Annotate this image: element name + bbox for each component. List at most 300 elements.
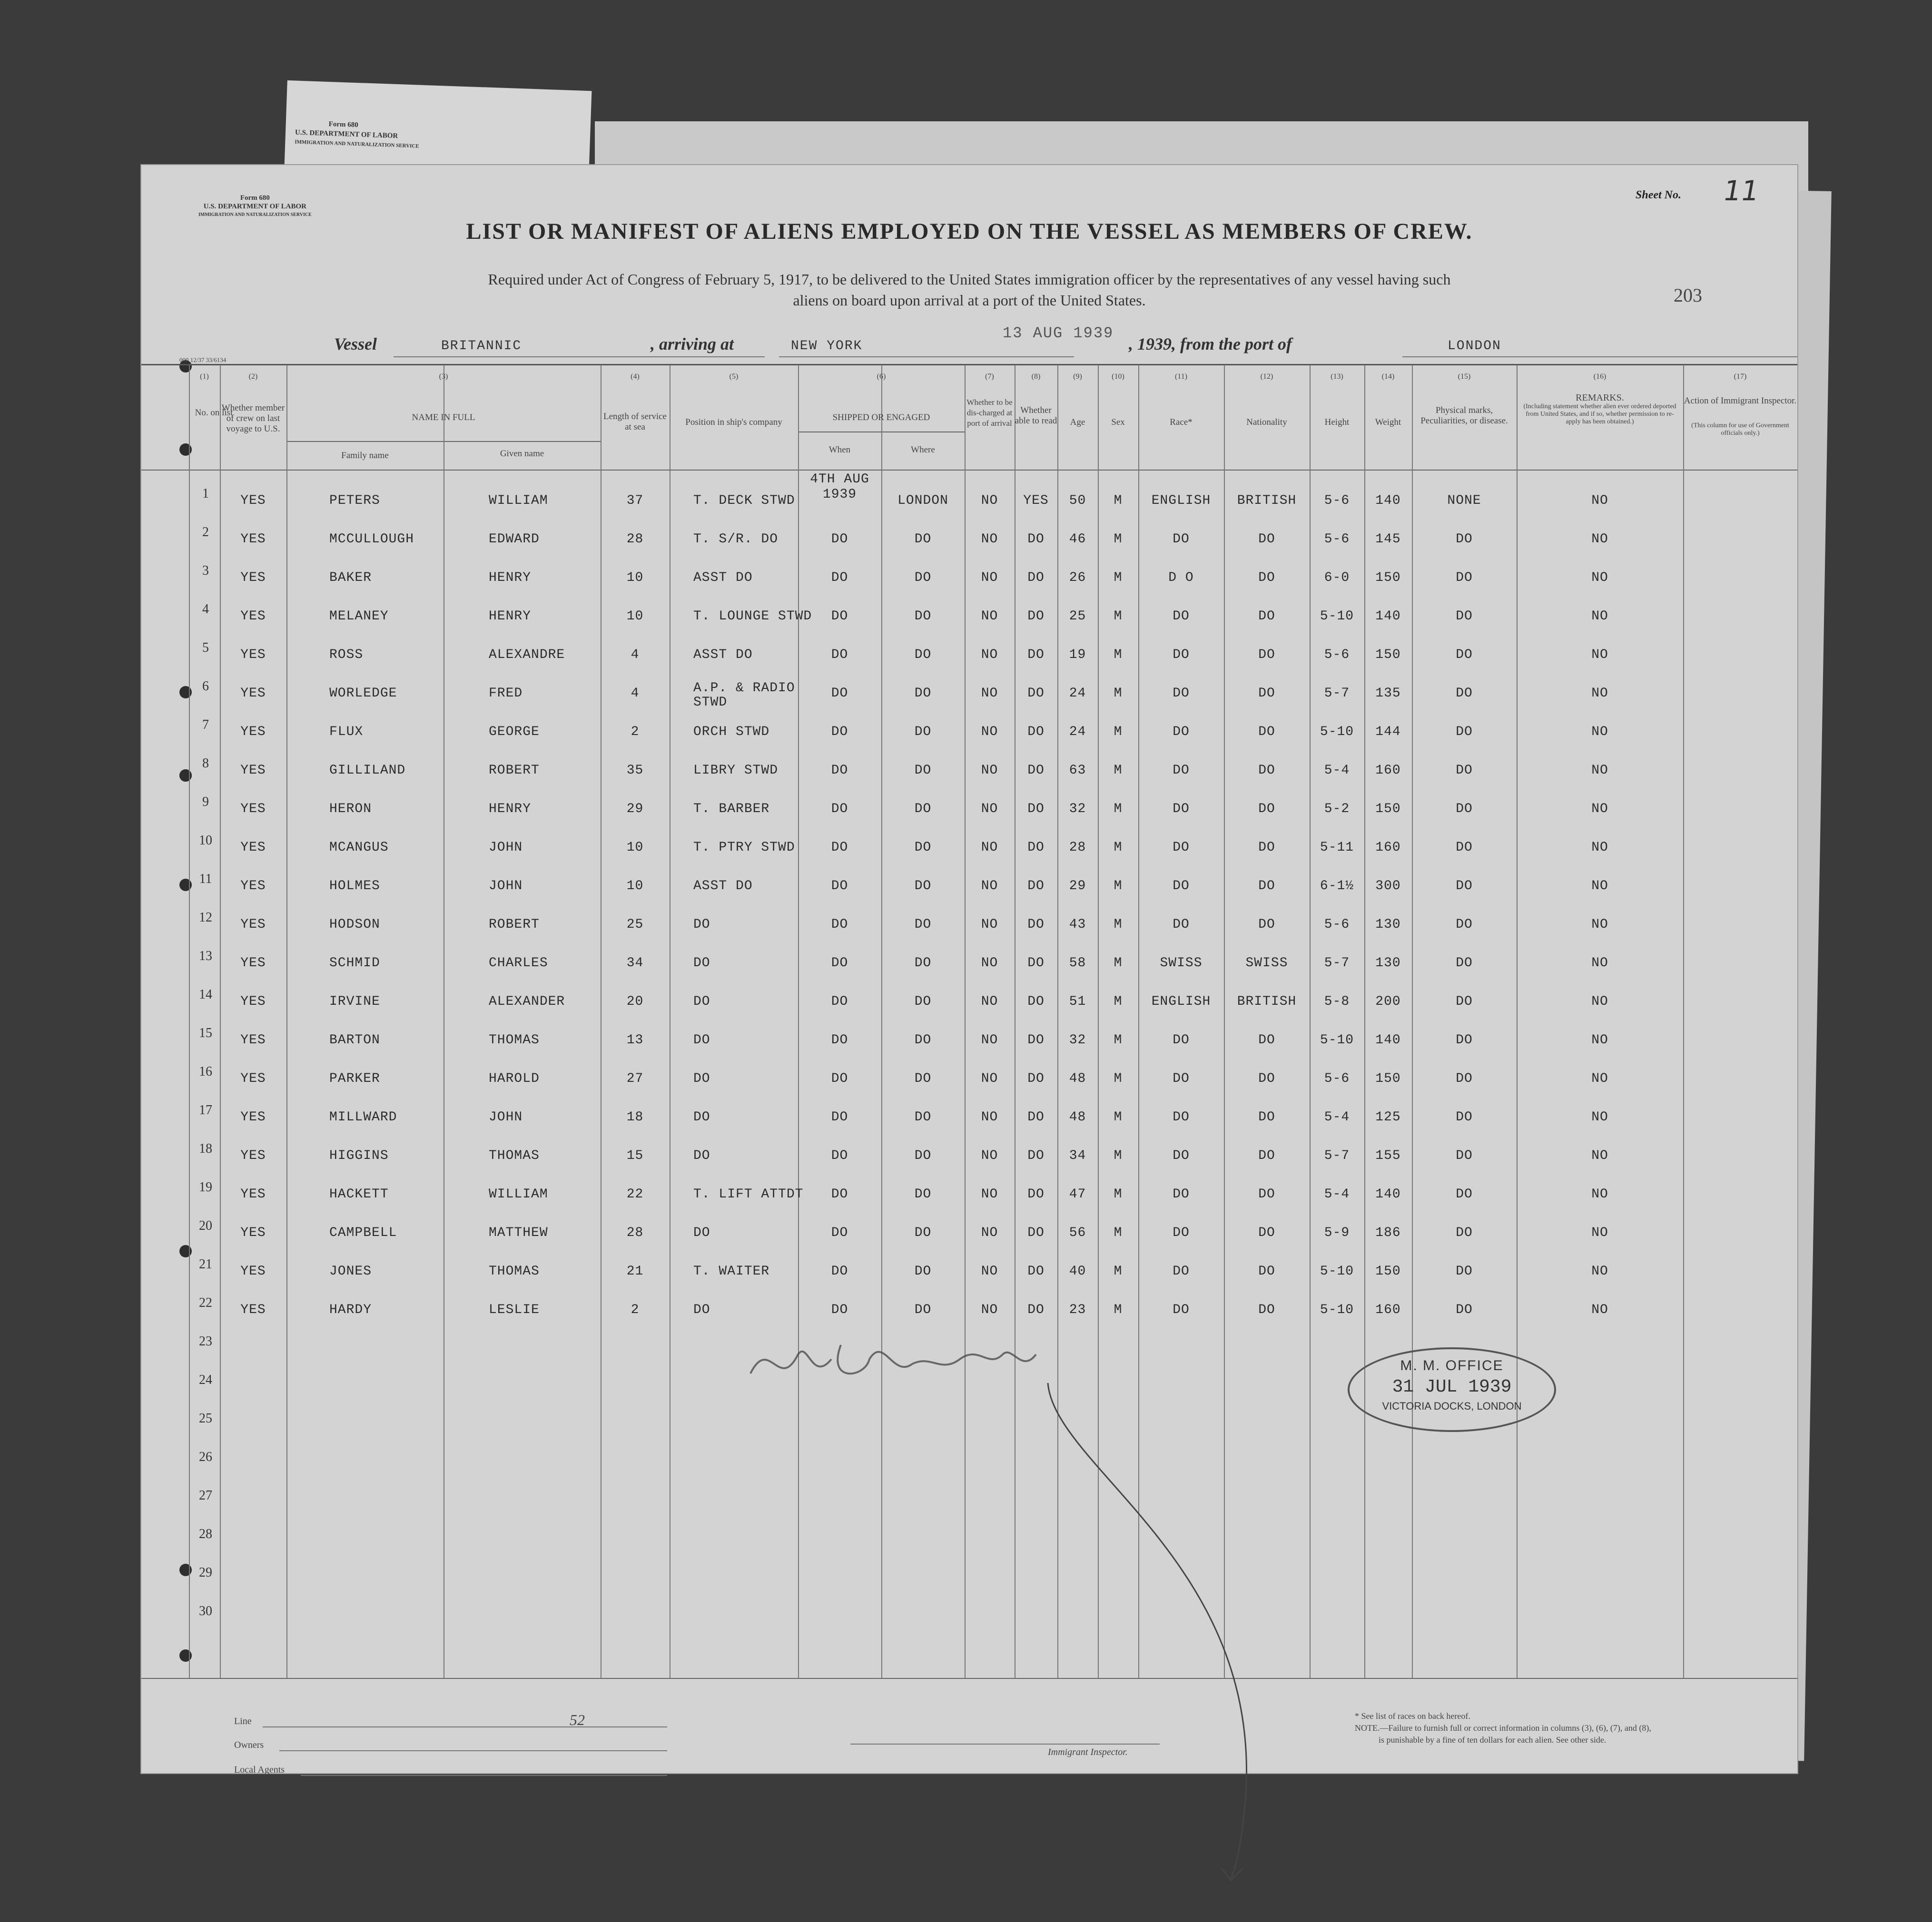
cell-nat: DO — [1258, 609, 1275, 624]
cell-race: D O — [1168, 570, 1194, 585]
cell-remarks: NO — [1591, 802, 1608, 816]
column-rule — [220, 365, 221, 1678]
cell-sex: M — [1114, 1071, 1123, 1086]
cell-height: 5-4 — [1324, 763, 1350, 778]
footer-line-value: 52 — [570, 1711, 585, 1728]
cell-remarks: NO — [1591, 1110, 1608, 1125]
cell-age: 24 — [1069, 725, 1086, 739]
cell-family: MCANGUS — [329, 840, 389, 855]
column-number: (3) — [439, 373, 448, 381]
cell-age: 32 — [1069, 802, 1086, 816]
cell-age: 19 — [1069, 647, 1086, 662]
cell-where: DO — [914, 1148, 932, 1163]
cell-sex: M — [1114, 1110, 1123, 1125]
cell-phys: DO — [1456, 840, 1473, 855]
cell-yes: YES — [240, 1110, 266, 1125]
cell-given: JOHN — [489, 1110, 523, 1125]
cell-sex: M — [1114, 994, 1123, 1009]
cell-service: 28 — [626, 532, 644, 547]
cell-age: 24 — [1069, 686, 1086, 701]
row-number: 20 — [199, 1218, 212, 1233]
cell-family: ROSS — [329, 647, 364, 662]
cell-service: 10 — [626, 879, 644, 893]
cell-yes: YES — [240, 532, 266, 547]
cell-position: DO — [693, 994, 710, 1009]
vessel-underline — [394, 356, 765, 357]
cell-yes: YES — [240, 802, 266, 816]
cell-where: DO — [914, 609, 932, 624]
cell-phys: DO — [1456, 1033, 1473, 1048]
cell-yes: YES — [240, 647, 266, 662]
header-remarks: REMARKS. — [1576, 392, 1624, 403]
cell-phys: DO — [1456, 917, 1473, 932]
cell-read: DO — [1027, 840, 1045, 855]
cell-yes: YES — [240, 1071, 266, 1086]
cell-where: DO — [914, 840, 932, 855]
cell-when: DO — [831, 1264, 848, 1279]
cell-where: DO — [914, 725, 932, 739]
cell-position: T. LOUNGE STWD — [693, 609, 812, 624]
cell-height: 5-6 — [1324, 532, 1350, 547]
cell-yes: YES — [240, 994, 266, 1009]
cell-read: DO — [1027, 647, 1045, 662]
cell-race: SWISS — [1160, 956, 1203, 971]
cell-where: DO — [914, 1110, 932, 1125]
cell-when: DO — [831, 686, 848, 701]
cell-read: DO — [1027, 570, 1045, 585]
department: U.S. DEPARTMENT OF LABOR — [203, 203, 307, 210]
cell-age: 23 — [1069, 1303, 1086, 1317]
header-where: Where — [911, 445, 935, 455]
cell-remarks: NO — [1591, 686, 1608, 701]
stamp-location: VICTORIA DOCKS, LONDON — [1382, 1400, 1522, 1412]
cell-sex: M — [1114, 609, 1123, 624]
column-number: (15) — [1458, 373, 1471, 381]
punch-hole — [179, 1649, 192, 1662]
cell-sex: M — [1114, 1033, 1123, 1048]
cell-weight: 150 — [1375, 1264, 1401, 1279]
cell-weight: 150 — [1375, 1071, 1401, 1086]
cell-height: 5-6 — [1324, 1071, 1350, 1086]
column-number: (7) — [985, 373, 994, 381]
sheet-label: Sheet No. — [1636, 189, 1681, 201]
cell-when: DO — [831, 570, 848, 585]
cell-race: DO — [1173, 802, 1190, 816]
cell-height: 5-10 — [1320, 609, 1354, 624]
cell-phys: DO — [1456, 1187, 1473, 1202]
punch-hole — [179, 686, 192, 698]
cell-height: 5-6 — [1324, 917, 1350, 932]
cell-sex: M — [1114, 1187, 1123, 1202]
column-number: (16) — [1593, 373, 1607, 381]
cell-race: DO — [1173, 1303, 1190, 1317]
cell-when: DO — [831, 1110, 848, 1125]
row-number: 22 — [199, 1295, 212, 1310]
cell-yes: YES — [240, 840, 266, 855]
cell-age: 40 — [1069, 1264, 1086, 1279]
cell-sex: M — [1114, 763, 1123, 778]
cell-nat: DO — [1258, 1110, 1275, 1125]
cell-disch: NO — [981, 1110, 998, 1125]
cell-nat: DO — [1258, 1226, 1275, 1240]
cell-when: DO — [831, 994, 848, 1009]
cell-height: 5-8 — [1324, 994, 1350, 1009]
cell-given: HENRY — [489, 609, 532, 624]
cell-read: DO — [1027, 994, 1045, 1009]
cell-race: DO — [1173, 725, 1190, 739]
cell-weight: 200 — [1375, 994, 1401, 1009]
subtitle-line-1: Required under Act of Congress of February 5, 1917, to be delivered to the United States immigration officer by the representatives of any vessel having such — [488, 271, 1451, 288]
cell-given: ROBERT — [489, 917, 540, 932]
cell-race: DO — [1173, 647, 1190, 662]
column-number: (13) — [1331, 373, 1343, 381]
cell-given: EDWARD — [489, 532, 540, 547]
cell-read: DO — [1027, 879, 1045, 893]
cell-remarks: NO — [1591, 725, 1608, 739]
cell-disch: NO — [981, 1303, 998, 1317]
header-bottom-rule — [141, 470, 1797, 471]
cell-service: 13 — [626, 1033, 644, 1048]
cell-weight: 144 — [1375, 725, 1401, 739]
cell-yes: YES — [240, 1303, 266, 1317]
row-number: 1 — [202, 486, 209, 501]
footer-line-label: Line — [234, 1716, 252, 1726]
column-number: (11) — [1174, 373, 1188, 381]
stamp-date: 31 JUL 1939 — [1392, 1377, 1512, 1397]
cell-when: DO — [831, 802, 848, 816]
row-number: 6 — [202, 679, 209, 694]
cell-when: DO — [831, 763, 848, 778]
cell-read: DO — [1027, 917, 1045, 932]
cell-age: 51 — [1069, 994, 1086, 1009]
cell-height: 5-4 — [1324, 1187, 1350, 1202]
arriving-label: , arriving at — [651, 334, 734, 353]
cell-service: 29 — [626, 802, 644, 816]
cell-age: 56 — [1069, 1226, 1086, 1240]
cell-height: 6-1½ — [1320, 879, 1354, 893]
cell-disch: NO — [981, 1033, 998, 1048]
cell-remarks: NO — [1591, 1033, 1608, 1048]
cell-family: WORLEDGE — [329, 686, 397, 701]
cell-age: 32 — [1069, 1033, 1086, 1048]
cell-position: DO — [693, 917, 710, 932]
header-length-service: Length of service at sea — [603, 412, 667, 432]
cell-read: DO — [1027, 802, 1045, 816]
back-form-service: IMMIGRATION AND NATURALIZATION SERVICE — [295, 139, 419, 149]
inspector-signature — [741, 1326, 1312, 1883]
cell-race: DO — [1173, 879, 1190, 893]
footer-inspector-label: Immigrant Inspector. — [1048, 1747, 1128, 1757]
cell-position: ORCH STWD — [693, 725, 770, 739]
cell-given: THOMAS — [489, 1148, 540, 1163]
cell-height: 5-10 — [1320, 1264, 1354, 1279]
cell-remarks: NO — [1591, 609, 1608, 624]
cell-weight: 155 — [1375, 1148, 1401, 1163]
cell-position: DO — [693, 1110, 710, 1125]
cell-race: DO — [1173, 1148, 1190, 1163]
cell-disch: NO — [981, 686, 998, 701]
cell-where: DO — [914, 763, 932, 778]
header-nationality: Nationality — [1246, 417, 1287, 427]
cell-where: DO — [914, 1264, 932, 1279]
cell-position: DO — [693, 1226, 710, 1240]
cell-read: DO — [1027, 686, 1045, 701]
cell-family: HACKETT — [329, 1187, 389, 1202]
cell-service: 4 — [631, 647, 640, 662]
header-action: Action of Immigrant Inspector. — [1684, 396, 1797, 406]
cell-remarks: NO — [1591, 1226, 1608, 1240]
cell-when: DO — [831, 1187, 848, 1202]
column-number: (2) — [248, 373, 258, 381]
cell-read: DO — [1027, 1264, 1045, 1279]
cell-yes: YES — [240, 493, 266, 508]
cell-where: DO — [914, 1187, 932, 1202]
cell-age: 46 — [1069, 532, 1086, 547]
cell-where: DO — [914, 686, 932, 701]
cell-weight: 145 — [1375, 532, 1401, 547]
cell-nat: DO — [1258, 879, 1275, 893]
cell-race: DO — [1173, 763, 1190, 778]
arriving-port: NEW YORK — [791, 339, 863, 353]
cell-position: ASST DO — [693, 879, 753, 893]
footer-agents-label: Local Agents — [234, 1765, 285, 1775]
empty-row-number: 27 — [199, 1488, 212, 1503]
cell-age: 48 — [1069, 1071, 1086, 1086]
cell-disch: NO — [981, 570, 998, 585]
cell-yes: YES — [240, 1148, 266, 1163]
cell-nat: DO — [1258, 840, 1275, 855]
cell-given: HENRY — [489, 570, 532, 585]
cell-given: FRED — [489, 686, 523, 701]
row-number: 7 — [202, 717, 209, 732]
cell-nat: DO — [1258, 1264, 1275, 1279]
cell-where: DO — [914, 994, 932, 1009]
form-identifier — [198, 194, 312, 219]
vessel-label: Vessel — [334, 334, 377, 353]
row-number: 10 — [199, 833, 212, 848]
cell-sex: M — [1114, 686, 1123, 701]
cell-age: 28 — [1069, 840, 1086, 855]
cell-service: 4 — [631, 686, 640, 701]
header-weight: Weight — [1375, 417, 1401, 427]
header-no-on-list: No. on list — [195, 408, 233, 418]
cell-yes: YES — [240, 725, 266, 739]
cell-sex: M — [1114, 802, 1123, 816]
cell-read: DO — [1027, 1110, 1045, 1125]
cell-yes: YES — [240, 609, 266, 624]
cell-disch: NO — [981, 532, 998, 547]
row-number: 2 — [202, 525, 209, 539]
cell-sex: M — [1114, 725, 1123, 739]
cell-sex: M — [1114, 1303, 1123, 1317]
cell-weight: 160 — [1375, 840, 1401, 855]
cell-position: LIBRY STWD — [693, 763, 779, 778]
cell-disch: NO — [981, 1187, 998, 1202]
cell-disch: NO — [981, 609, 998, 624]
cell-position: DO — [693, 956, 710, 971]
cell-race: ENGLISH — [1151, 994, 1211, 1009]
back-form-dept: U.S. DEPARTMENT OF LABOR — [295, 128, 398, 140]
cell-read: DO — [1027, 609, 1045, 624]
cell-service: 2 — [631, 1303, 640, 1317]
cell-given: ALEXANDER — [489, 994, 565, 1009]
cell-read: YES — [1023, 493, 1049, 508]
column-number: (5) — [729, 373, 739, 381]
cell-service: 20 — [626, 994, 644, 1009]
cell-read: DO — [1027, 1071, 1045, 1086]
cell-weight: 130 — [1375, 956, 1401, 971]
cell-nat: DO — [1258, 802, 1275, 816]
cell-nat: BRITISH — [1237, 994, 1297, 1009]
cell-position: T. PTRY STWD — [693, 840, 795, 855]
header-when: When — [828, 445, 851, 455]
cell-where: DO — [914, 879, 932, 893]
cell-race: DO — [1173, 686, 1190, 701]
cell-where: DO — [914, 1303, 932, 1317]
stamp-line-1: M. M. OFFICE — [1400, 1358, 1504, 1373]
cell-yes: YES — [240, 686, 266, 701]
cell-race: DO — [1173, 1187, 1190, 1202]
row-number: 15 — [199, 1026, 212, 1040]
empty-row-number: 30 — [199, 1604, 212, 1618]
column-rule — [1683, 365, 1684, 1678]
cell-sex: M — [1114, 1148, 1123, 1163]
cell-where: LONDON — [897, 493, 948, 508]
document-title: LIST OR MANIFEST OF ALIENS EMPLOYED ON THE VESSEL AS MEMBERS OF CREW. — [466, 219, 1473, 244]
cell-race: DO — [1173, 532, 1190, 547]
cell-age: 26 — [1069, 570, 1086, 585]
cell-sex: M — [1114, 956, 1123, 971]
cell-when: DO — [831, 647, 848, 662]
cell-weight: 150 — [1375, 647, 1401, 662]
year-from-label: , 1939, from the port of — [1129, 334, 1292, 353]
cell-height: 5-10 — [1320, 1033, 1354, 1048]
cell-remarks: NO — [1591, 763, 1608, 778]
cell-when: DO — [831, 609, 848, 624]
cell-given: HAROLD — [489, 1071, 540, 1086]
cell-weight: 140 — [1375, 609, 1401, 624]
cell-when: DO — [831, 917, 848, 932]
cell-disch: NO — [981, 1264, 998, 1279]
row-number: 21 — [199, 1257, 212, 1272]
cell-phys: DO — [1456, 763, 1473, 778]
cell-where: DO — [914, 956, 932, 971]
cell-race: DO — [1173, 1264, 1190, 1279]
header-given-name: Given name — [500, 449, 544, 459]
footer-agents-underline — [301, 1775, 667, 1776]
cell-where: DO — [914, 1033, 932, 1048]
cell-service: 18 — [626, 1110, 644, 1125]
cell-nat: DO — [1258, 725, 1275, 739]
cell-yes: YES — [240, 763, 266, 778]
cell-remarks: NO — [1591, 1148, 1608, 1163]
cell-remarks: NO — [1591, 1303, 1608, 1317]
cell-nat: DO — [1258, 686, 1275, 701]
cell-phys: DO — [1456, 1226, 1473, 1240]
cell-yes: YES — [240, 879, 266, 893]
cell-service: 27 — [626, 1071, 644, 1086]
cell-position: A.P. & RADIO STWD — [693, 681, 795, 710]
row-number: 13 — [199, 949, 212, 963]
cell-height: 5-7 — [1324, 956, 1350, 971]
cell-yes: YES — [240, 1187, 266, 1202]
cell-given: ALEXANDRE — [489, 647, 565, 662]
header-remarks-note: (Including statement whether alien ever ordered deported from United States, and if so, whether permission to re-apply has been obtained.) — [1523, 403, 1676, 425]
cell-when: DO — [831, 1148, 848, 1163]
cell-read: DO — [1027, 1148, 1045, 1163]
column-rule — [286, 365, 287, 1678]
cell-weight: 150 — [1375, 570, 1401, 585]
cell-given: LESLIE — [489, 1303, 540, 1317]
cell-where: DO — [914, 802, 932, 816]
column-rule — [189, 365, 190, 1678]
cell-service: 28 — [626, 1226, 644, 1240]
cell-service: 10 — [626, 570, 644, 585]
empty-row-number: 24 — [199, 1373, 212, 1387]
cell-weight: 160 — [1375, 763, 1401, 778]
cell-weight: 125 — [1375, 1110, 1401, 1125]
cell-yes: YES — [240, 570, 266, 585]
cell-disch: NO — [981, 840, 998, 855]
cell-given: THOMAS — [489, 1033, 540, 1048]
header-action-note: (This column for use of Government officials only.) — [1691, 422, 1789, 437]
header-discharged: Whether to be dis-charged at port of arrival — [966, 398, 1013, 428]
vessel-name: BRITANNIC — [441, 339, 522, 353]
row-number: 19 — [199, 1180, 212, 1195]
cell-position: DO — [693, 1303, 710, 1317]
cell-phys: DO — [1456, 1303, 1473, 1317]
cell-sex: M — [1114, 879, 1123, 893]
empty-row-number: 23 — [199, 1334, 212, 1349]
footer-note-1: NOTE.—Failure to furnish full or correct information in columns (3), (6), (7), and (8), — [1355, 1723, 1651, 1733]
cell-height: 5-2 — [1324, 802, 1350, 816]
table-top-rule — [141, 364, 1797, 365]
cell-height: 5-6 — [1324, 647, 1350, 662]
sheet-number: 11 — [1721, 175, 1762, 207]
header-position: Position in ship's company — [685, 417, 782, 427]
cell-family: HARDY — [329, 1303, 372, 1317]
empty-row-number: 26 — [199, 1450, 212, 1464]
cell-remarks: NO — [1591, 994, 1608, 1009]
cell-service: 10 — [626, 609, 644, 624]
cell-family: PARKER — [329, 1071, 380, 1086]
column-number: (17) — [1734, 373, 1747, 381]
cell-age: 58 — [1069, 956, 1086, 971]
punch-hole — [179, 1245, 192, 1257]
cell-family: HERON — [329, 802, 372, 816]
cell-height: 5-11 — [1320, 840, 1354, 855]
cell-height: 5-9 — [1324, 1226, 1350, 1240]
cell-disch: NO — [981, 493, 998, 508]
column-number: (8) — [1031, 373, 1041, 381]
column-number: (10) — [1112, 373, 1124, 381]
row-number: 17 — [199, 1103, 212, 1118]
port-underline — [779, 356, 1074, 357]
cell-weight: 140 — [1375, 1187, 1401, 1202]
cell-phys: DO — [1456, 647, 1473, 662]
cell-position: T. BARBER — [693, 802, 770, 816]
cell-race: DO — [1173, 1071, 1190, 1086]
cell-service: 2 — [631, 725, 640, 739]
cell-weight: 135 — [1375, 686, 1401, 701]
cell-when: DO — [831, 1071, 848, 1086]
cell-phys: DO — [1456, 725, 1473, 739]
cell-phys: NONE — [1447, 493, 1481, 508]
cell-weight: 140 — [1375, 493, 1401, 508]
row-number: 16 — [199, 1064, 212, 1079]
cell-service: 21 — [626, 1264, 644, 1279]
cell-read: DO — [1027, 763, 1045, 778]
